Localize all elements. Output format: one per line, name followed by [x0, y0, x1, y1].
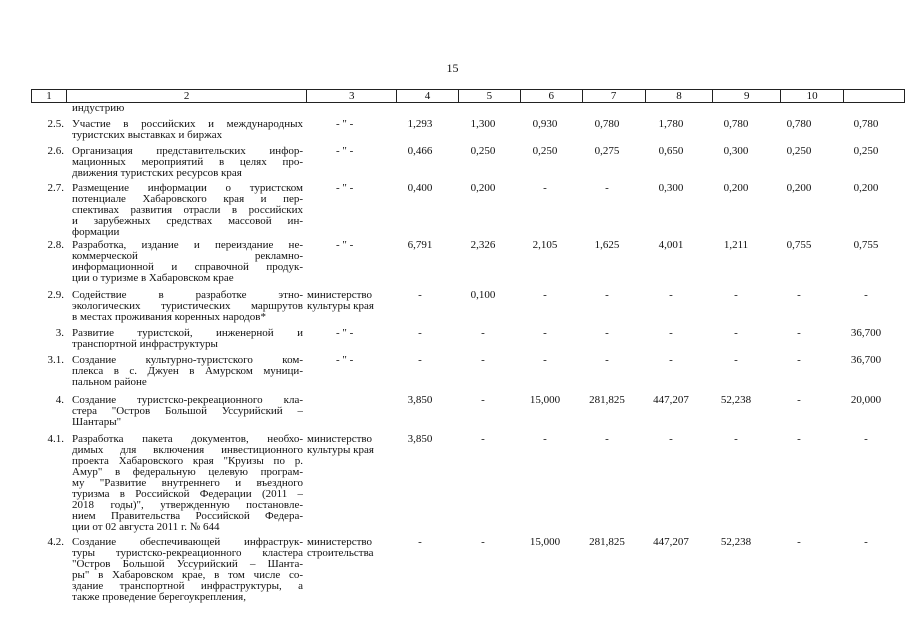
row-description-line: Размещение информации о туристском	[72, 183, 303, 194]
row-value: 0,300	[658, 182, 684, 194]
row-value: 1,625	[594, 239, 620, 251]
row-value: 1,780	[658, 118, 684, 130]
row-value: 1,211	[723, 239, 749, 251]
row-description-line: потенциале Хабаровского края и пер-	[72, 194, 303, 205]
continuation-text: индустрию	[72, 102, 125, 114]
col-header-5: 5	[458, 90, 520, 103]
col-header-2: 2	[66, 90, 306, 103]
row-value: -	[669, 354, 673, 366]
row-value: -	[481, 433, 485, 445]
row-description-line: Развитие туристской, инженерной и	[72, 328, 303, 339]
row-description-line: му "Развитие внутреннего и въездного	[72, 478, 303, 489]
row-value: 0,780	[594, 118, 620, 130]
row-executor: министерство	[307, 289, 373, 301]
row-description-line: Шантары"	[72, 416, 122, 428]
row-value: 0,780	[723, 118, 749, 130]
row-number: 2.8.	[47, 239, 64, 251]
row-value: -	[734, 354, 738, 366]
row-value: -	[481, 536, 485, 548]
row-value: 0,200	[470, 182, 496, 194]
col-header-1: 1	[32, 90, 67, 103]
row-value: 2,326	[470, 239, 496, 251]
row-value: 52,238	[720, 536, 752, 548]
row-value: 1,300	[470, 118, 496, 130]
row-value: 3,850	[407, 394, 433, 406]
row-executor: - " -	[336, 354, 354, 366]
col-header-8: 8	[645, 90, 713, 103]
row-number: 2.6.	[47, 145, 64, 157]
row-value: 0,250	[853, 145, 879, 157]
row-value: 0,200	[853, 182, 879, 194]
row-description-line: транспортной инфраструктуры	[72, 338, 218, 350]
row-number: 3.1.	[47, 354, 64, 366]
row-description-line: коммерческой рекламно-	[72, 251, 303, 262]
row-value: -	[543, 354, 547, 366]
col-header-9: 9	[713, 90, 781, 103]
row-value: 52,238	[720, 394, 752, 406]
col-header-4: 4	[397, 90, 459, 103]
row-description-line: движения туристских ресурсов края	[72, 167, 242, 179]
row-description-line: пальном районе	[72, 376, 147, 388]
row-description-line: плекса в с. Джуен в Амурском муници-	[72, 366, 303, 377]
row-value: -	[605, 182, 609, 194]
row-number: 2.7.	[47, 182, 64, 194]
row-number: 2.9.	[47, 289, 64, 301]
row-value: -	[481, 394, 485, 406]
row-description-line: ры" в Хабаровском крае, в том числе со-	[72, 570, 303, 581]
row-value: 15,000	[529, 394, 561, 406]
row-value: 0,200	[723, 182, 749, 194]
row-value: 0,755	[853, 239, 879, 251]
row-value: -	[418, 354, 422, 366]
row-value: -	[797, 536, 801, 548]
row-description-line: Создание обеспечивающей инфраструк-	[72, 537, 303, 548]
row-value: -	[481, 354, 485, 366]
row-description-line: Организация представительских инфор-	[72, 146, 303, 157]
row-value: 0,930	[532, 118, 558, 130]
row-description-line: ции о туризме в Хабаровском крае	[72, 272, 234, 284]
row-description-line: Содействие в разработке этно-	[72, 290, 303, 301]
row-value: -	[797, 433, 801, 445]
row-value: -	[605, 433, 609, 445]
row-value: 2,105	[532, 239, 558, 251]
col-header-6: 6	[520, 90, 582, 103]
row-value: 0,250	[532, 145, 558, 157]
row-value: 15,000	[529, 536, 561, 548]
col-header-10: 10	[781, 90, 844, 103]
row-value: -	[797, 289, 801, 301]
col-header-7: 7	[582, 90, 645, 103]
row-value: 0,780	[853, 118, 879, 130]
row-value: -	[864, 536, 868, 548]
row-value: 1,293	[407, 118, 433, 130]
row-value: -	[605, 289, 609, 301]
row-number: 3.	[55, 327, 64, 339]
row-value: 0,780	[786, 118, 812, 130]
row-value: -	[734, 433, 738, 445]
row-value: -	[605, 354, 609, 366]
row-number: 4.1.	[47, 433, 64, 445]
row-description-line: и зарубежных средствах массовой ин-	[72, 216, 303, 227]
row-value: -	[605, 327, 609, 339]
row-description-line: туры туристско-рекреационного кластера	[72, 548, 303, 559]
row-description-line: 2018 годы)", утвержденную постановле-	[72, 500, 303, 511]
row-description-line: проекта Хабаровского края "Круизы по р.	[72, 456, 303, 467]
row-description-line: "Остров Большой Уссурийский – Шанта-	[72, 559, 303, 570]
row-description-line: здание транспортной инфраструктуры, а	[72, 581, 303, 592]
row-value: -	[797, 354, 801, 366]
row-value: -	[669, 433, 673, 445]
row-value: 0,466	[407, 145, 433, 157]
table-header	[31, 89, 905, 103]
row-description-line: также проведение берегоукрепления,	[72, 591, 246, 603]
row-number: 4.2.	[47, 536, 64, 548]
row-value: 0,755	[786, 239, 812, 251]
row-value: 0,300	[723, 145, 749, 157]
row-description-line: Создание культурно-туристского ком-	[72, 355, 303, 366]
row-value: -	[543, 327, 547, 339]
row-value: 447,207	[653, 394, 689, 406]
row-description-line: спективах развития отрасли в российских	[72, 205, 303, 216]
row-value: -	[543, 182, 547, 194]
row-value: -	[797, 327, 801, 339]
row-value: 0,650	[658, 145, 684, 157]
row-number: 4.	[55, 394, 64, 406]
row-description-line: в местах проживания коренных народов*	[72, 311, 266, 323]
row-value: 3,850	[407, 433, 433, 445]
row-description-line: Разработка пакета документов, необхо-	[72, 434, 303, 445]
row-value: 36,700	[850, 327, 882, 339]
row-executor: - " -	[336, 327, 354, 339]
row-value: -	[418, 327, 422, 339]
row-executor: министерство	[307, 433, 373, 445]
row-executor: - " -	[336, 239, 354, 251]
col-header-11	[844, 90, 905, 103]
row-description-line: Амур" в федеральную целевую програм-	[72, 467, 303, 478]
row-value: 0,275	[594, 145, 620, 157]
row-description-line: формации	[72, 226, 120, 238]
row-executor: - " -	[336, 145, 354, 157]
row-value: 36,700	[850, 354, 882, 366]
row-description-line: Создание туристско-рекреационного кла-	[72, 395, 303, 406]
row-description-line: нием Правительства Российской Федера-	[72, 511, 303, 522]
row-value: -	[418, 289, 422, 301]
row-description-line: Участие в российских и международных	[72, 119, 303, 130]
col-header-3: 3	[307, 90, 397, 103]
row-description-line: димых для включения инвестиционного	[72, 445, 303, 456]
row-value: -	[864, 433, 868, 445]
row-description-line: Разработка, издание и переиздание не-	[72, 240, 303, 251]
row-number: 2.5.	[47, 118, 64, 130]
row-description-line: информационной и справочной продук-	[72, 262, 303, 273]
row-value: 0,400	[407, 182, 433, 194]
row-description-line: туристских выставках и биржах	[72, 129, 223, 141]
row-value: 447,207	[653, 536, 689, 548]
row-value: 0,250	[470, 145, 496, 157]
row-value: 0,100	[470, 289, 496, 301]
page-number: 15	[446, 61, 459, 75]
row-value: -	[797, 394, 801, 406]
row-value: -	[481, 327, 485, 339]
row-value: 4,001	[658, 239, 684, 251]
row-executor: - " -	[336, 182, 354, 194]
row-value: -	[734, 289, 738, 301]
row-value: -	[864, 289, 868, 301]
row-value: 281,825	[589, 536, 625, 548]
row-executor: - " -	[336, 118, 354, 130]
row-executor: культуры края	[307, 444, 374, 456]
row-value: -	[543, 433, 547, 445]
row-value: -	[669, 327, 673, 339]
row-description-line: стера "Остров Большой Уссурийский –	[72, 406, 303, 417]
row-value: 0,250	[786, 145, 812, 157]
row-executor: культуры края	[307, 300, 374, 312]
row-value: -	[543, 289, 547, 301]
row-value: 6,791	[407, 239, 433, 251]
row-description-line: ции от 02 августа 2011 г. № 644	[72, 521, 220, 533]
row-description-line: экологических туристических маршрутов	[72, 301, 303, 312]
row-value: 20,000	[850, 394, 882, 406]
row-value: -	[418, 536, 422, 548]
row-value: -	[734, 327, 738, 339]
row-value: 0,200	[786, 182, 812, 194]
row-executor: министерство	[307, 536, 373, 548]
row-executor: строительства	[307, 547, 374, 559]
row-description-line: туризма в Российской Федерации (2011 –	[72, 489, 303, 500]
row-description-line: мационных мероприятий в целях про-	[72, 157, 303, 168]
row-value: 281,825	[589, 394, 625, 406]
row-value: -	[669, 289, 673, 301]
